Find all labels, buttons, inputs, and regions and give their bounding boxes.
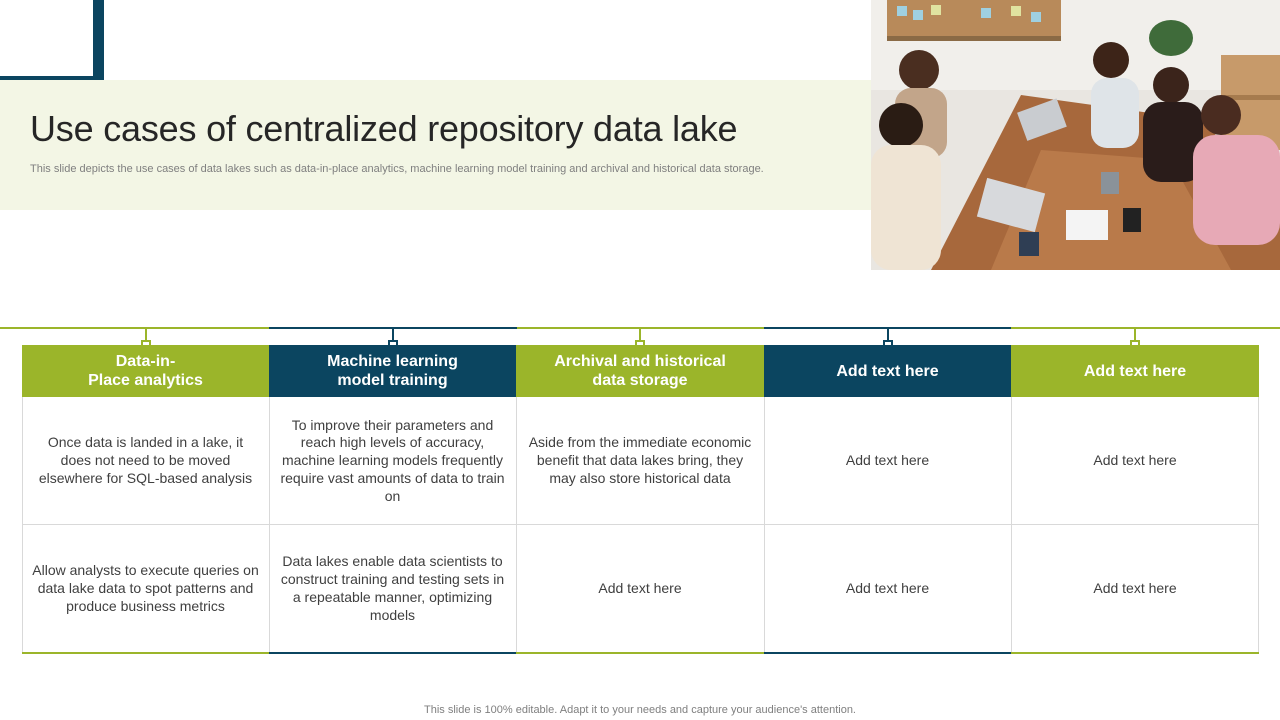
table-cell: Add text here: [845, 452, 930, 469]
column-header: Add text here: [764, 345, 1011, 397]
table-cell: Add text here: [1093, 580, 1177, 597]
table-cell: Aside from the immediate economic benefit that data lakes bring, they may also store historical data: [528, 434, 752, 486]
table-cell: To improve their parameters and reach high levels of accuracy, machine learning models frequently require vast amounts of data to train on: [280, 416, 505, 504]
column-header: Machine learning model training: [269, 345, 516, 397]
column-header: Add text here: [1011, 345, 1259, 397]
corner-frame-decoration: [0, 0, 104, 87]
table-cell: Allow analysts to execute queries on data lake data to spot patterns and produce business metrics: [32, 562, 259, 614]
use-case-column-data-in-place: [22, 345, 269, 653]
table-cell: Data lakes enable data scientists to construct training and testing sets in a repeatable manner, optimizing models: [280, 553, 505, 623]
use-case-column-4: [764, 345, 1011, 653]
footer-note: This slide is 100% editable. Adapt it to your needs and capture your audience's attention.: [424, 704, 856, 716]
table-cell: Add text here: [598, 580, 682, 597]
use-case-column-archival: [516, 345, 764, 653]
column-header: Archival and historical data storage: [516, 345, 764, 397]
use-case-column-ml-training: [269, 345, 516, 653]
team-meeting-photo: [871, 0, 1280, 270]
slide-subtitle: This slide depicts the use cases of data lakes such as data-in-place analytics, machine learning model training and archival and historical data storage.: [30, 163, 764, 175]
table-cell: Add text here: [1093, 452, 1177, 469]
use-case-column-5: [1011, 345, 1259, 653]
table-cell: Add text here: [845, 580, 930, 597]
table-cell: Once data is landed in a lake, it does not need to be moved elsewhere for SQL-based analysis: [38, 434, 253, 486]
slide-title: Use cases of centralized repository data lake: [30, 108, 738, 149]
column-header: Data-in- Place analytics: [22, 345, 269, 397]
